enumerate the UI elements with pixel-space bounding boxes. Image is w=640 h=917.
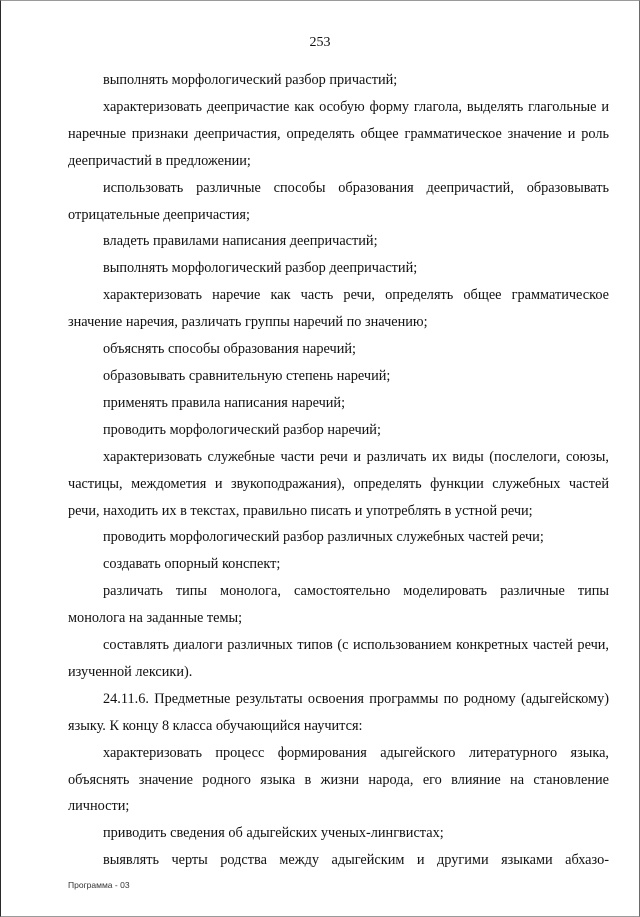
paragraph: применять правила написания наречий; — [103, 394, 346, 411]
paragraph: характеризовать деепричастие как особую форму глагола, выделять глагольные и наречные признаки деепричастия, определять общее грамматическое значение и роль деепричастий в предложении; — [68, 98, 609, 169]
paragraph: приводить сведения об адыгейских ученых-лингвистах; — [103, 825, 444, 842]
paragraph: проводить морфологический разбор наречий; — [103, 421, 381, 438]
paragraph: составлять диалоги различных типов (с использованием конкретных частей речи, изученной лексики). — [68, 637, 609, 680]
paragraph: характеризовать процесс формирования адыгейского литературного языка, объяснять значение родного языка в жизни народа, его влияние на становление личности; — [68, 744, 609, 815]
paragraph: выполнять морфологический разбор деепричастий; — [103, 260, 418, 277]
paragraph: характеризовать служебные части речи и различать их виды (послелоги, союзы, частицы, междометия и звукоподражания), определять функции служебных частей речи, находить их в текстах, правильно писать и употреблять в устной речи; — [68, 448, 609, 519]
paragraph: характеризовать наречие как часть речи, определять общее грамматическое значение наречия, различать группы наречий по значению; — [68, 287, 609, 331]
paragraph: использовать различные способы образования деепричастий, образовывать отрицательные деепричастия; — [68, 179, 609, 223]
page-number: 253 — [309, 35, 331, 50]
paragraph: проводить морфологический разбор различных служебных частей речи; — [103, 529, 544, 546]
paragraph: выполнять морфологический разбор причастий; — [103, 72, 398, 88]
document-body — [68, 67, 609, 874]
section-heading-paragraph: 24.11.6. Предметные результаты освоения программы по родному (адыгейскому) языку. К концу 8 класса обучающийся научится: — [68, 690, 609, 734]
paragraph: создавать опорный конспект; — [103, 556, 281, 573]
paragraph: владеть правилами написания деепричастий; — [103, 233, 378, 250]
paragraph: объяснять способы образования наречий; — [103, 341, 356, 358]
paragraph: выявлять черты родства между адыгейским и другими языками абхазо- — [103, 852, 609, 869]
paragraph: различать типы монолога, самостоятельно моделировать различные типы монолога на заданные темы; — [68, 583, 609, 627]
paragraph: образовывать сравнительную степень наречий; — [103, 367, 391, 384]
page-footer: Программа - 03 — [68, 880, 130, 890]
